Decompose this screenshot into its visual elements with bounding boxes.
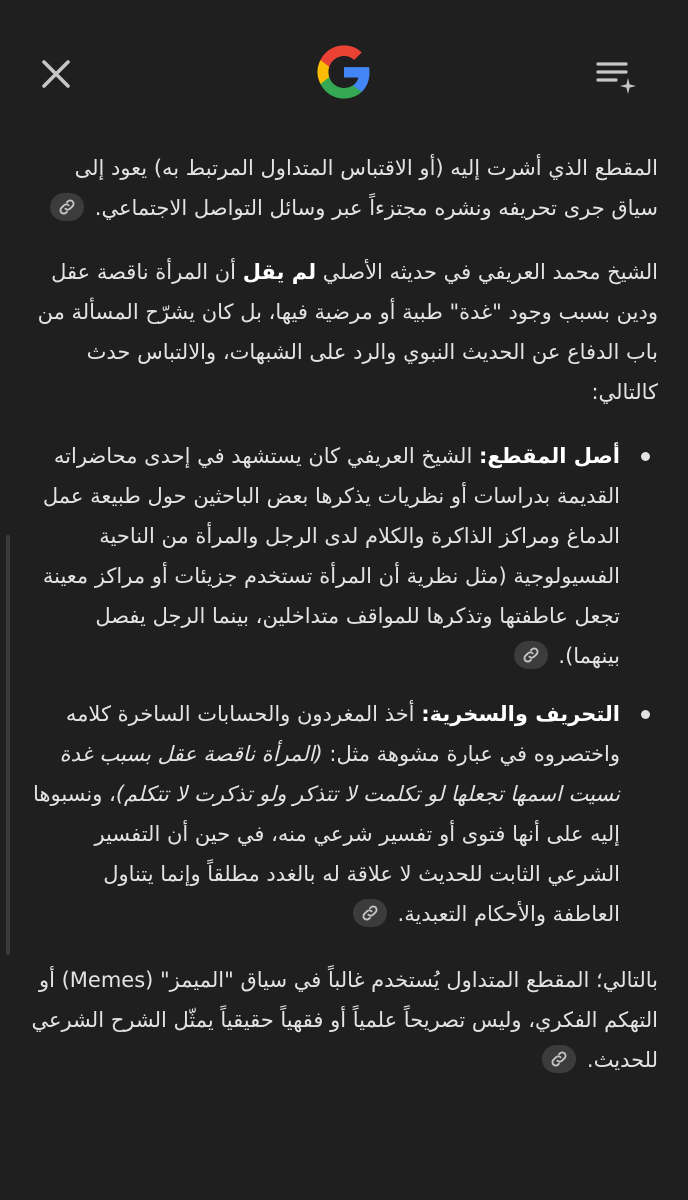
bullet-icon: [641, 710, 650, 719]
google-g-icon: [315, 43, 373, 101]
paragraph-context-text-a: الشيخ محمد العريفي في حديثه الأصلي: [316, 260, 658, 284]
paragraph-conclusion-text: بالتالي؛ المقطع المتداول يُستخدم غالباً في سياق "الميمز" (Memes) أو التهكم الفكري، وليس تصريحاً علمياً أو فقهياً حقيقياً يمثّل الشرح الشرعي للحديث.: [31, 968, 658, 1072]
bullet-icon: [641, 452, 650, 461]
close-icon: [34, 52, 78, 96]
playlist-add-button[interactable]: [592, 52, 638, 98]
google-logo: [315, 43, 373, 101]
list-item-title: أصل المقطع:: [478, 444, 620, 468]
list-item: [30, 694, 658, 934]
explanation-list: [30, 436, 658, 934]
scrollbar[interactable]: [6, 535, 10, 955]
close-button[interactable]: [34, 52, 78, 96]
list-item-text-b: ، ونسبوها إليه على أنها فتوى أو تفسير شرعي منه، في حين أن التفسير الشرعي الثابت للحديث لا علاقة له بالغدد مطلقاً وإنما يتناول العاطفة والأحكام التعبدية.: [33, 782, 620, 926]
paragraph-context-text-b: أن المرأة ناقصة عقل ودين بسبب وجود "غدة" طبية أو مرضية فيها، بل كان يشرّح المسألة من باب الدفاع عن الحديث النبوي والرد على الشبهات، والالتباس حدث كالتالي:: [37, 260, 658, 404]
top-bar: [0, 0, 688, 145]
link-icon: [521, 645, 541, 665]
link-icon: [57, 197, 77, 217]
list-item-title: التحريف والسخرية:: [421, 702, 620, 726]
paragraph-intro-text: المقطع الذي أشرت إليه (أو الاقتباس المتداول المرتبط به) يعود إلى سياق جرى تحريفه ونشره مجتزءاً عبر وسائل التواصل الاجتماعي.: [74, 156, 658, 220]
paragraph-context-bold: لم يقل: [242, 260, 317, 284]
list-item-text-a: أخذ المغردون والحسابات الساخرة كلامه واختصروه في عبارة مشوهة مثل:: [65, 702, 620, 766]
source-link-chip[interactable]: [353, 899, 387, 927]
response-content: [30, 148, 658, 1080]
paragraph-conclusion: [30, 960, 658, 1080]
link-icon: [549, 1049, 569, 1069]
link-icon: [360, 903, 380, 923]
source-link-chip[interactable]: [542, 1045, 576, 1073]
playlist-add-icon: [592, 52, 638, 98]
paragraph-intro: [30, 148, 658, 228]
list-item: [30, 436, 658, 676]
source-link-chip[interactable]: [514, 641, 548, 669]
list-item-text: الشيخ العريفي كان يستشهد في إحدى محاضراته القديمة بدراسات أو نظريات يذكرها بعض الباحثين حول طبيعة عمل الدماغ ومراكز الذاكرة والكلام لدى الرجل والمرأة من الناحية الفسيولوجية (مثل نظرية أن المرأة تستخدم جزيئات أو مراكز معينة تجعل عاطفتها وتذكرها للمواقف متداخلين، بينما الرجل يفصل بينهما).: [42, 444, 620, 668]
paragraph-context: [30, 252, 658, 412]
source-link-chip[interactable]: [50, 193, 84, 221]
list-item-quote: (المرأة ناقصة عقل بسبب غدة نسيت اسمها تجعلها لو تكلمت لا تتذكر ولو تذكرت لا تتكلم): [59, 742, 620, 806]
